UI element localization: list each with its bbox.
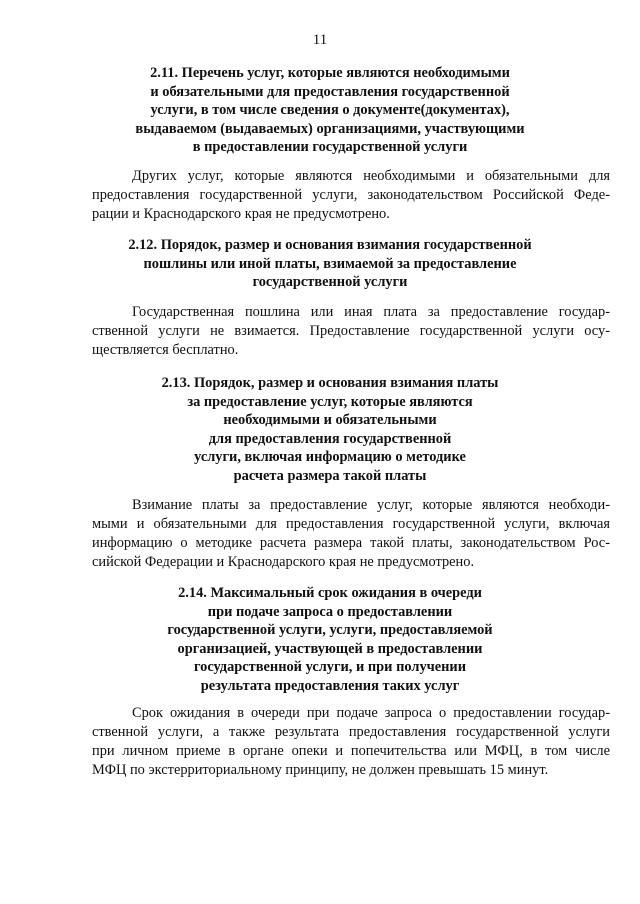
heading-line: организацией, участвующей в предоставлении — [177, 640, 483, 657]
heading-line: выдаваемом (выдаваемых) организациями, участвующими — [135, 120, 525, 137]
section-heading-2-12 — [60, 236, 600, 292]
heading-line: при подаче запроса о предоставлении — [207, 603, 453, 620]
section-heading-2-14 — [60, 584, 600, 696]
body-line: ственной услуги, а также результата предоставления государственной услуги — [92, 724, 610, 740]
body-line: сийской Федерации и Краснодарского края не предусмотрено. — [92, 554, 475, 570]
heading-line: 2.14. Максимальный срок ожидания в очереди — [178, 585, 482, 601]
section-heading-2-11 — [60, 64, 600, 157]
body-line: при личном приеме в органе опеки и попечительства или МФЦ, в том числе — [92, 743, 610, 759]
heading-line: результата предоставления таких услуг — [200, 677, 460, 694]
section-body-2-12 — [92, 303, 610, 360]
heading-line: для предоставления государственной — [208, 430, 452, 447]
heading-line: за предоставление услуг, которые являются — [187, 393, 473, 410]
body-line: информацию о методике расчета размера такой платы, законодательством Рос- — [92, 535, 610, 551]
heading-line: 2.13. Порядок, размер и основания взимания платы — [161, 375, 499, 391]
section-body-2-13 — [92, 496, 610, 572]
heading-line: государственной услуги, и при получении — [193, 659, 467, 676]
heading-line: услуги, в том числе сведения о документе(документах), — [150, 102, 510, 119]
section-body-2-14 — [92, 704, 610, 780]
section-body-2-11 — [92, 167, 610, 224]
body-line: рации и Краснодарского края не предусмотрено. — [92, 206, 390, 222]
section-heading-2-13 — [60, 374, 600, 486]
heading-line: государственной услуги, услуги, предоставляемой — [167, 622, 493, 639]
body-line: ществляется бесплатно. — [92, 342, 239, 358]
heading-line: 2.12. Порядок, размер и основания взимания государственной — [128, 237, 532, 253]
page-number: 11 — [312, 32, 328, 48]
body-line: МФЦ по экстерриториальному принципу, не должен превышать 15 минут. — [92, 762, 549, 778]
heading-line: расчета размера такой платы — [233, 467, 427, 484]
body-line: предоставления государственной услуги, законодательством Российской Феде- — [92, 187, 610, 203]
heading-line: государственной услуги — [252, 274, 408, 291]
heading-line: услуги, включая информацию о методике — [194, 449, 466, 466]
heading-line: 2.11. Перечень услуг, которые являются необходимыми — [150, 65, 510, 81]
heading-line: необходимыми и обязательными — [223, 412, 437, 429]
heading-line: и обязательными для предоставления государственной — [150, 83, 510, 100]
body-line: Взимание платы за предоставление услуг, которые являются необходи- — [132, 497, 610, 513]
body-line: Государственная пошлина или иная плата за предоставление государ- — [132, 304, 610, 320]
body-line: Других услуг, которые являются необходимыми и обязательными для — [132, 168, 610, 184]
body-line: Срок ожидания в очереди при подаче запроса о предоставлении государ- — [132, 705, 610, 721]
body-line: ственной услуги не взимается. Предоставление государственной услуги осу- — [92, 323, 610, 339]
heading-line: в предоставлении государственной услуги — [192, 139, 468, 156]
heading-line: пошлины или иной платы, взимаемой за предоставление — [143, 255, 517, 272]
body-line: мыми и обязательными для предоставления государственной услуги, включая — [92, 516, 610, 532]
